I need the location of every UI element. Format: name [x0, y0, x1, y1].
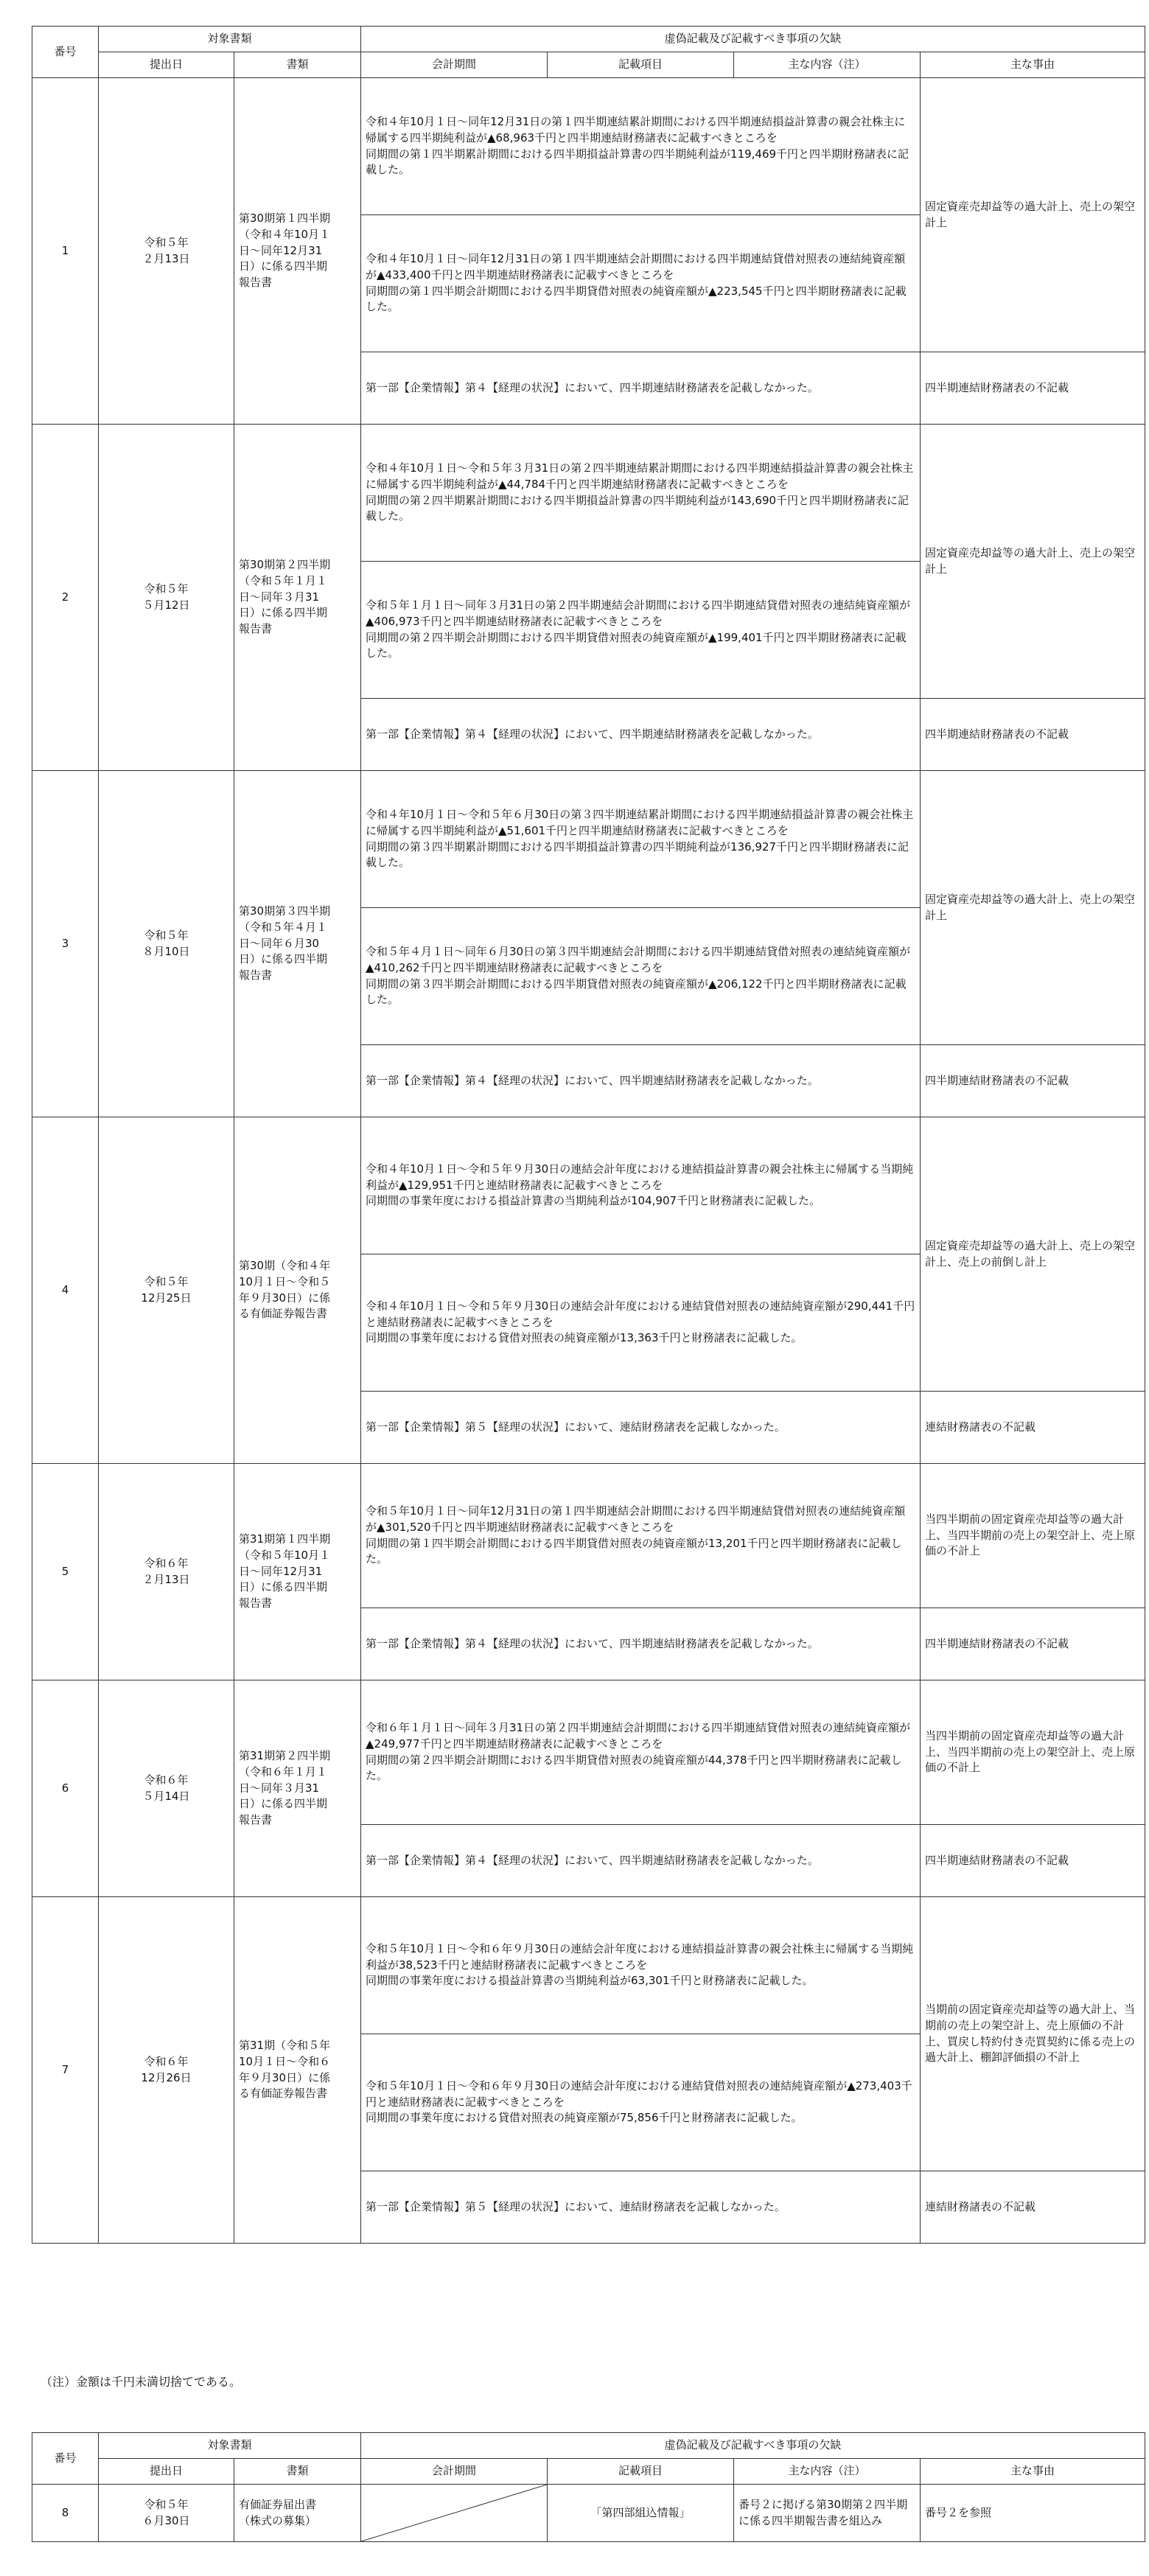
header-num: 番号: [32, 27, 99, 78]
table-row: [32, 771, 1145, 908]
submit-date: 令和６年 12月26日: [99, 1897, 234, 2244]
defect-content: 第一部【企業情報】第５【経理の状況】において、連結財務諸表を記載しなかった。: [361, 2171, 921, 2244]
submit-date: 令和５年 ８月10日: [99, 771, 234, 1117]
header-target-docs: 対象書類: [99, 27, 361, 52]
content-cell: 番号２に掲げる第30期第２四半期に係る四半期報告書を組込み: [734, 2485, 921, 2542]
header-submit-date: 提出日: [99, 52, 234, 78]
reason-main: 固定資産売却益等の過大計上、売上の架空計上: [921, 78, 1145, 352]
reason-main: 固定資産売却益等の過大計上、売上の架空計上: [921, 771, 1145, 1045]
header-content: 主な内容（注）: [734, 2459, 921, 2485]
row-number: 3: [32, 771, 99, 1117]
reason-nondisclosure: 連結財務諸表の不記載: [921, 1392, 1145, 1464]
defect-content: 令和４年10月１日～同年12月31日の第１四半期連結会計期間における四半期連結貸借対照表の連結純資産額が▲433,400千円と四半期連結財務諸表に記載すべきところを 同期間の第１四半期会計期間における四半期貸借対照表の純資産額が▲223,545千円と四半期財務諸表に記載した。: [361, 215, 921, 352]
header-num: 番号: [32, 2433, 99, 2485]
table-row: [32, 1897, 1145, 2034]
header-defects: 虚偽記載及び記載すべき事項の欠缺: [361, 2433, 1145, 2459]
table-row: [32, 1117, 1145, 1254]
reason-cell: 番号２を参照: [921, 2485, 1145, 2542]
document-name: 第30期第２四半期 （令和５年１月１ 日～同年３月31 日）に係る四半期 報告書: [234, 425, 361, 771]
submit-date: 令和６年 ５月14日: [99, 1680, 234, 1897]
reason-nondisclosure: 連結財務諸表の不記載: [921, 2171, 1145, 2244]
document-name: 有価証券届出書 （株式の募集）: [234, 2485, 361, 2542]
document-name: 第31期第２四半期 （令和６年１月１ 日～同年３月31 日）に係る四半期 報告書: [234, 1680, 361, 1897]
table-row: [32, 2485, 1145, 2542]
table-row: [32, 425, 1145, 562]
defect-content: 令和６年１月１日～同年３月31日の第２四半期連結会計期間における四半期連結貸借対照表の連結純資産額が▲249,977千円と四半期連結財務諸表に記載すべきところを 同期間の第２四半期会計期間における四半期貸借対照表の純資産額が44,378千円と四半期財務諸表に記載した。: [361, 1680, 921, 1825]
reason-nondisclosure: 四半期連結財務諸表の不記載: [921, 699, 1145, 771]
document-name: 第30期第１四半期 （令和４年10月１ 日～同年12月31 日）に係る四半期 報告書: [234, 78, 361, 425]
reason-nondisclosure: 四半期連結財務諸表の不記載: [921, 1608, 1145, 1680]
registration-statement-table: [32, 2432, 1145, 2542]
header-item: 記載項目: [548, 52, 734, 78]
defect-content: 令和４年10月１日～令和５年３月31日の第２四半期連結累計期間における四半期連結損益計算書の親会社株主に帰属する四半期純利益が▲44,784千円と四半期連結財務諸表に記載すべきところを 同期間の第２四半期累計期間における四半期損益計算書の四半期純利益が143,690千円と四半期財務諸表に記載した。: [361, 425, 921, 562]
defect-content: 第一部【企業情報】第４【経理の状況】において、四半期連結財務諸表を記載しなかった。: [361, 352, 921, 425]
defect-content: 令和５年４月１日～同年６月30日の第３四半期連結会計期間における四半期連結貸借対照表の連結純資産額が▲410,262千円と四半期連結財務諸表に記載すべきところを 同期間の第３四半期会計期間における四半期貸借対照表の純資産額が▲206,122千円と四半期財務諸表に記載した。: [361, 908, 921, 1045]
row-number: 2: [32, 425, 99, 771]
defect-content: 第一部【企業情報】第５【経理の状況】において、連結財務諸表を記載しなかった。: [361, 1392, 921, 1464]
defect-content: 令和４年10月１日～同年12月31日の第１四半期連結累計期間における四半期連結損益計算書の親会社株主に帰属する四半期純利益が▲68,963千円と四半期連結財務諸表に記載すべきところを 同期間の第１四半期累計期間における四半期損益計算書の四半期純利益が119,469千円と四半期財務諸表に記載した。: [361, 78, 921, 215]
document-name: 第30期（令和４年 10月１日～令和５ 年９月30日）に係 る有価証券報告書: [234, 1117, 361, 1464]
document-name: 第30期第３四半期 （令和５年４月１ 日～同年６月30 日）に係る四半期 報告書: [234, 771, 361, 1117]
defect-content: 令和４年10月１日～令和５年９月30日の連結会計年度における連結貸借対照表の連結純資産額が290,441千円と連結財務諸表に記載すべきところを 同期間の事業年度における貸借対照表の純資産額が13,363千円と財務諸表に記載した。: [361, 1254, 921, 1392]
defect-content: 令和５年10月１日～同年12月31日の第１四半期連結会計期間における四半期連結貸借対照表の連結純資産額が▲301,520千円と四半期連結財務諸表に記載すべきところを 同期間の第１四半期会計期間における四半期貸借対照表の純資産額が13,201千円と四半期財務諸表に記載した。: [361, 1464, 921, 1608]
row-number: 4: [32, 1117, 99, 1464]
row-number: 6: [32, 1680, 99, 1897]
defect-content: 第一部【企業情報】第４【経理の状況】において、四半期連結財務諸表を記載しなかった。: [361, 1825, 921, 1897]
submit-date: 令和５年 ６月30日: [99, 2485, 234, 2542]
second-table-wrap: [32, 2432, 1145, 2542]
row-number: 8: [32, 2485, 99, 2542]
defect-content: 令和５年10月１日～令和６年９月30日の連結会計年度における連結損益計算書の親会社株主に帰属する当期純利益が38,523千円と連結財務諸表に記載すべきところを 同期間の事業年度における損益計算書の当期純利益が63,301千円と財務諸表に記載した。: [361, 1897, 921, 2034]
row-number: 5: [32, 1464, 99, 1680]
defect-content: 令和４年10月１日～令和５年９月30日の連結会計年度における連結損益計算書の親会社株主に帰属する当期純利益が▲129,951千円と連結財務諸表に記載すべきところを 同期間の事業年度における損益計算書の当期純利益が104,907千円と財務諸表に記載した。: [361, 1117, 921, 1254]
document-name: 第31期第１四半期 （令和５年10月１ 日～同年12月31 日）に係る四半期 報告書: [234, 1464, 361, 1680]
header-reason: 主な事由: [921, 2459, 1145, 2485]
header-reason: 主な事由: [921, 52, 1145, 78]
header-period: 会計期間: [361, 2459, 548, 2485]
defect-content: 令和４年10月１日～令和５年６月30日の第３四半期連結累計期間における四半期連結損益計算書の親会社株主に帰属する四半期純利益が▲51,601千円と四半期連結財務諸表に記載すべきところを 同期間の第３四半期累計期間における四半期損益計算書の四半期純利益が136,927千円と四半期財務諸表に記載した。: [361, 771, 921, 908]
reason-main: 固定資産売却益等の過大計上、売上の架空計上、売上の前倒し計上: [921, 1117, 1145, 1392]
submit-date: 令和５年 ２月13日: [99, 78, 234, 425]
submit-date: 令和５年 ５月12日: [99, 425, 234, 771]
period-empty-cell: [361, 2485, 548, 2542]
footnote: （注）金額は千円未満切捨てである。: [41, 2375, 242, 2389]
item-cell: 「第四部組込情報」: [548, 2485, 734, 2542]
reason-nondisclosure: 四半期連結財務諸表の不記載: [921, 352, 1145, 425]
defect-content: 第一部【企業情報】第４【経理の状況】において、四半期連結財務諸表を記載しなかった。: [361, 1608, 921, 1680]
reason-nondisclosure: 四半期連結財務諸表の不記載: [921, 1825, 1145, 1897]
table-row: [32, 78, 1145, 215]
submit-date: 令和５年 12月25日: [99, 1117, 234, 1464]
defect-content: 第一部【企業情報】第４【経理の状況】において、四半期連結財務諸表を記載しなかった。: [361, 1045, 921, 1117]
header-content: 主な内容（注）: [734, 52, 921, 78]
disclosure-defect-table: [32, 26, 1145, 2244]
header-item: 記載項目: [548, 2459, 734, 2485]
header-submit-date: 提出日: [99, 2459, 234, 2485]
submit-date: 令和６年 ２月13日: [99, 1464, 234, 1680]
reason-main: 当期前の固定資産売却益等の過大計上、当期前の売上の架空計上、売上原価の不計上、買戻し特約付き売買契約に係る売上の過大計上、棚卸評価損の不計上: [921, 1897, 1145, 2171]
reason-nondisclosure: 四半期連結財務諸表の不記載: [921, 1045, 1145, 1117]
table-row: [32, 1464, 1145, 1608]
header-target-docs: 対象書類: [99, 2433, 361, 2459]
reason-main: 固定資産売却益等の過大計上、売上の架空計上: [921, 425, 1145, 699]
reason-main: 当四半期前の固定資産売却益等の過大計上、当四半期前の売上の架空計上、売上原価の不計上: [921, 1464, 1145, 1608]
row-number: 1: [32, 78, 99, 425]
diagonal-line: [361, 2485, 547, 2541]
header-period: 会計期間: [361, 52, 548, 78]
table-row: [32, 1680, 1145, 1825]
main-table-wrap: [32, 26, 1145, 2244]
row-number: 7: [32, 1897, 99, 2244]
defect-content: 令和５年１月１日～同年３月31日の第２四半期連結会計期間における四半期連結貸借対照表の連結純資産額が▲406,973千円と四半期連結財務諸表に記載すべきところを 同期間の第２四半期会計期間における四半期貸借対照表の純資産額が▲199,401千円と四半期財務諸表に記載した。: [361, 562, 921, 699]
defect-content: 令和５年10月１日～令和６年９月30日の連結会計年度における連結貸借対照表の連結純資産額が▲273,403千円と連結財務諸表に記載すべきところを 同期間の事業年度における貸借対照表の純資産額が75,856千円と財務諸表に記載した。: [361, 2034, 921, 2171]
header-defects: 虚偽記載及び記載すべき事項の欠缺: [361, 27, 1145, 52]
defect-content: 第一部【企業情報】第４【経理の状況】において、四半期連結財務諸表を記載しなかった。: [361, 699, 921, 771]
header-document: 書類: [234, 52, 361, 78]
document-name: 第31期（令和５年 10月１日～令和６ 年９月30日）に係 る有価証券報告書: [234, 1897, 361, 2244]
header-document: 書類: [234, 2459, 361, 2485]
reason-main: 当四半期前の固定資産売却益等の過大計上、当四半期前の売上の架空計上、売上原価の不計上: [921, 1680, 1145, 1825]
